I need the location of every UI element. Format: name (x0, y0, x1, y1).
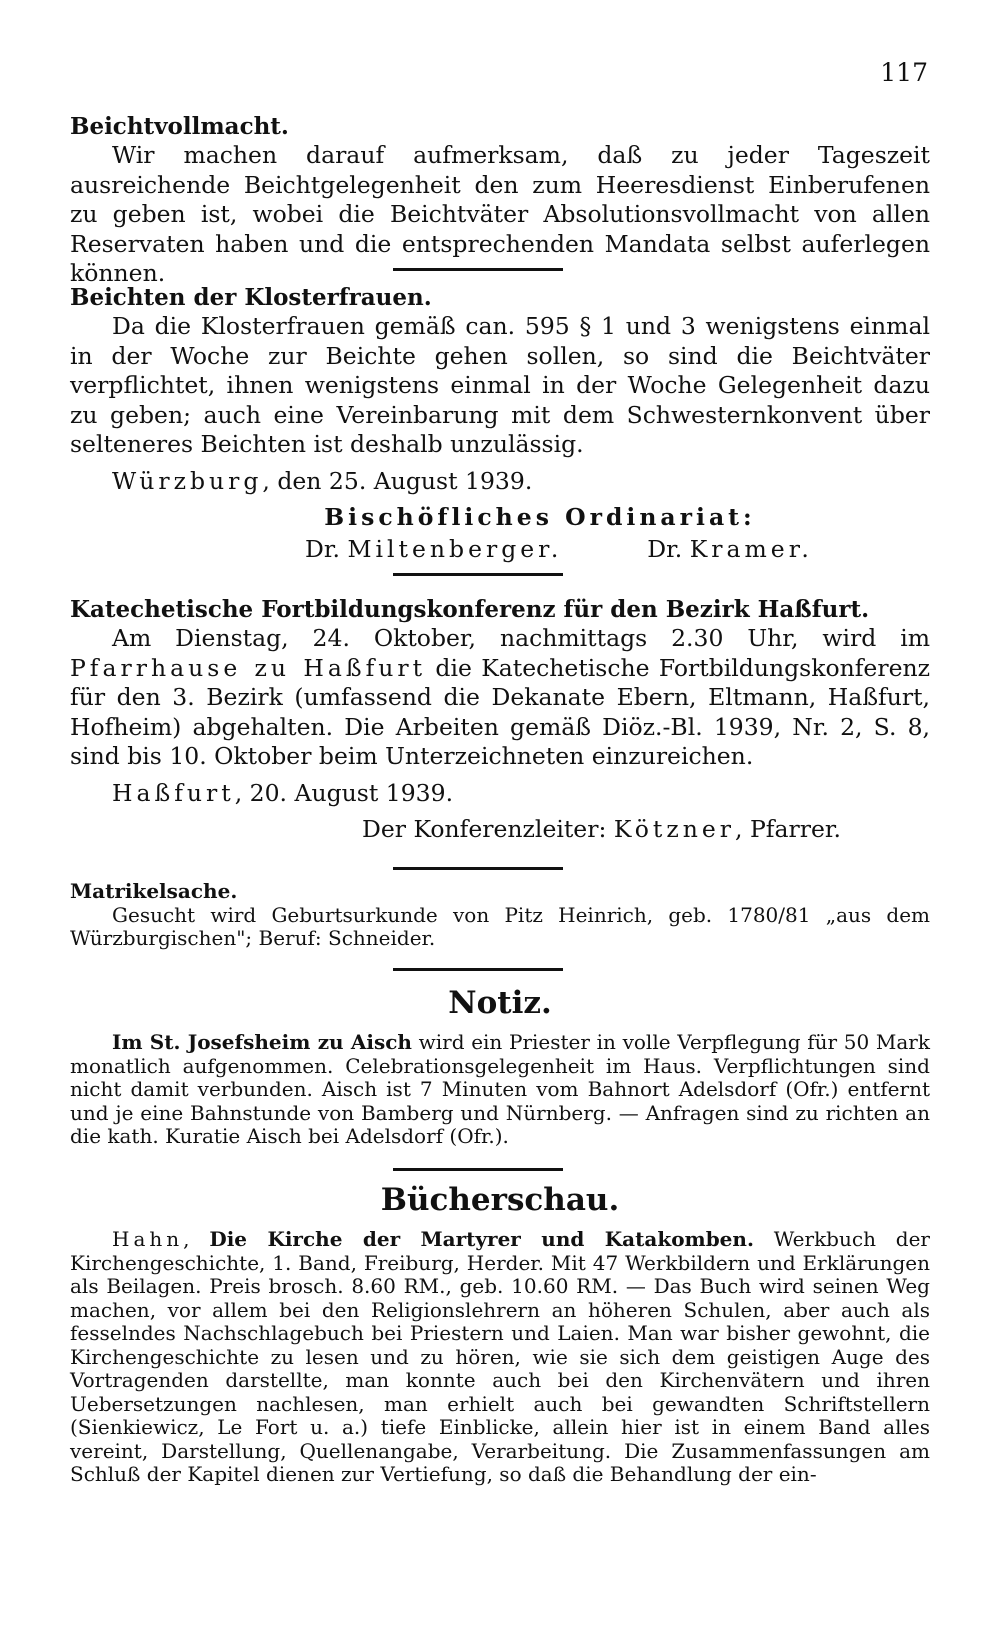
divider (393, 573, 563, 576)
section-text: Da die Klosterfrauen gemäß can. 595 § 1 und 3 wenigstens einmal in der Woche zur Beichte gehen sollen, so sind die Beichtväter verpflichtet, ihnen wenigstens einmal in der Woche Gelegenheit dazu zu geben; auch eine Vereinbarung mit dem Schwesternkonvent über selteneres Beichten ist deshalb unzulässig. (70, 312, 930, 458)
divider (393, 867, 563, 870)
signer-name: Miltenberger. (347, 534, 563, 563)
section-beichtvollmacht (70, 112, 930, 289)
place-date-line (70, 466, 930, 496)
text-part: die Katechetische Fortbildungskonferenz für den 3. Bezirk (umfassend die Dekanate Ebern, Eltmann, Haßfurt, Hofheim) abgehalten. Die Arbeiten gemäß Diöz.-Bl. 1939, Nr. 2, S. 8, sind bis 10. Oktober beim Unterzeichneten einzureichen. (70, 653, 931, 770)
section-heading: Katechetische Fortbildungskonferenz für den Bezirk Haßfurt. (70, 596, 870, 623)
signer-title: Dr. (305, 534, 340, 563)
section-heading: Matrikelsache. (70, 879, 238, 903)
place: Haßfurt (112, 778, 235, 807)
section-matrikelsache (70, 880, 930, 951)
place-date-line (70, 778, 930, 808)
signatures (70, 534, 930, 564)
signature-line (70, 814, 930, 844)
book-title: Die Kirche der Martyrer und Katakomben. (209, 1227, 754, 1251)
section-text (70, 624, 930, 772)
section-heading: Beichtvollmacht. (70, 113, 289, 140)
divider (393, 968, 563, 971)
section-buecherschau (70, 1182, 930, 1487)
lead-text: Im St. Josefsheim zu Aisch (112, 1030, 412, 1054)
signature-title: , Pfarrer. (735, 814, 841, 843)
section-text: Gesucht wird Geburtsurkunde von Pitz Heinrich, geb. 1780/81 „aus dem Würzburgischen"; Beruf: Schneider. (70, 902, 930, 950)
body-text: wird ein Priester in volle Verpflegung für 50 Mark monatlich aufgenommen. Celebrationsgelegenheit im Haus. Verpflichtungen sind nicht damit verbunden. Aisch ist 7 Minuten vom Bahnort Adelsdorf (Ofr.) entfernt und je eine Bahnstunde von Bamberg und Nürnberg. — Anfragen sind zu richten an die kath. Kuratie Aisch bei Adelsdorf (Ofr.). (70, 1030, 930, 1148)
review-text: Werkbuch der Kirchengeschichte, 1. Band, Freiburg, Herder. Mit 47 Werkbildern und Erklärungen als Beilagen. Preis brosch. 8.60 RM., geb. 10.60 RM. — Das Buch wird seinen Weg machen, vor allem bei den Religionslehrern an höheren Schulen, aber auch als fesselndes Nachschlagebuch bei Priestern und Laien. Man war bisher gewohnt, die Kirchengeschichte zu lesen und zu hören, wie sie sich dem geistigen Auge des Vortragenden darstellte, man konnte auch bei den Kirchenvätern und ihren Uebersetzungen nachlesen, man erhielt auch bei gewandten Schriftstellern (Sienkiewicz, Le Fort u. a.) tiefe Einblicke, allein hier ist in einem Band alles vereint, Darstellung, Quellenangabe, Verarbeitung. Die Zusammenfassungen am Schluß der Kapitel dienen zur Vertiefung, so daß die Behandlung der ein- (70, 1227, 930, 1486)
signer-title: Dr. (647, 534, 683, 563)
section-katechetische-konferenz (70, 595, 930, 844)
section-heading: Bücherschau. (380, 1182, 620, 1218)
signer-name: Kramer. (689, 534, 813, 563)
place: Würzburg (112, 466, 263, 495)
section-text: Wir machen darauf aufmerksam, daß zu jeder Tageszeit ausreichende Beichtgelegenheit den zum Heeresdienst Einberufenen zu geben ist, wobei die Beichtväter Absolutionsvollmacht von allen Reservaten haben und die entsprechenden Mandata selbst auferlegen können. (70, 141, 930, 287)
section-heading: Beichten der Klosterfrauen. (70, 284, 432, 311)
date: , den 25. August 1939. (262, 466, 533, 495)
section-text: Hahn, Die Kirche der Martyrer und Katakomben. Werkbuch der Kirchengeschichte, 1. Band, Freiburg, Herder. Mit 47 Werkbildern und Erklärungen als Beilagen. Preis brosch. 8.60 RM., geb. 10.60 RM. — Das Buch wird seinen Weg machen, vor allem bei den Religionslehrern an höheren Schulen, aber auch als fesselndes Nachschlagebuch bei Priestern und Laien. Man war bisher gewohnt, die Kirchengeschichte zu lesen und zu hören, wie sie sich dem geistigen Auge des Vortragenden darstellte, man konnte auch bei den Kirchenvätern und ihren Uebersetzungen nachlesen, man erhielt auch bei gewandten Schriftstellern (Sienkiewicz, Le Fort u. a.) tiefe Einblicke, allein hier ist in einem Band alles vereint, Darstellung, Quellenangabe, Verarbeitung. Die Zusammenfassungen am Schluß der Kapitel dienen zur Vertiefung, so daß die Behandlung der ein- (70, 1227, 930, 1486)
signature-label: Der Konferenzleiter: (362, 814, 614, 843)
section-notiz (70, 985, 930, 1149)
authority: Bischöfliches Ordinariat: (324, 502, 756, 531)
divider (393, 1168, 563, 1171)
divider (393, 268, 563, 271)
section-text (70, 1031, 930, 1149)
signature-name: Kötzner (613, 814, 736, 843)
text-part: Am Dienstag, 24. Oktober, nachmittags 2.30 Uhr, wird im (112, 624, 930, 652)
location-spaced: Pfarrhause zu Haßfurt (70, 653, 427, 682)
author: Hahn (112, 1227, 184, 1251)
date: , 20. August 1939. (234, 778, 454, 807)
section-beichten-klosterfrauen (70, 283, 930, 564)
page-number: 117 (880, 58, 928, 87)
section-heading: Notiz. (448, 985, 552, 1021)
